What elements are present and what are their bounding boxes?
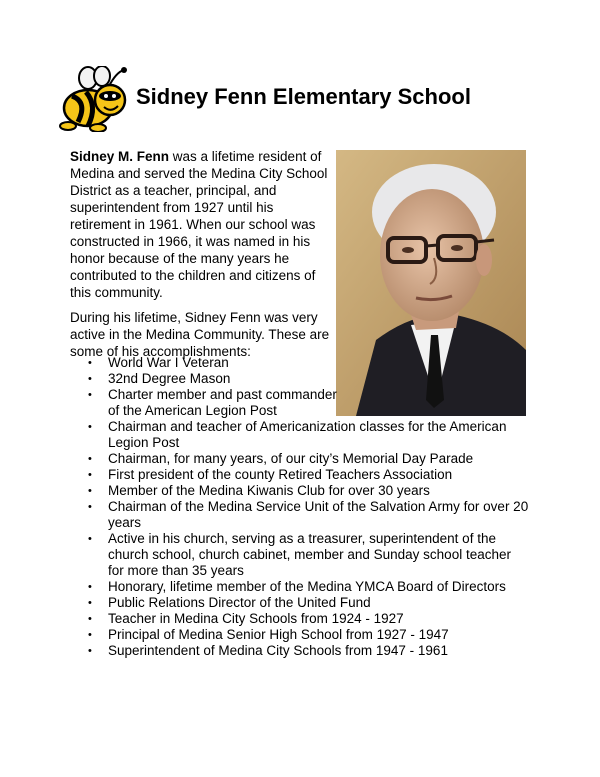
person-name: Sidney M. Fenn <box>70 149 170 164</box>
list-item: • Chairman of the Medina Service Unit of the Salvation Army for over 20 years <box>70 499 530 531</box>
list-item: • Member of the Medina Kiwanis Club for over 30 years <box>70 483 530 499</box>
list-item: • Public Relations Director of the United Fund <box>70 595 530 611</box>
list-item: • Principal of Medina Senior High School from 1927 - 1947 <box>70 627 530 643</box>
accomplishments-list <box>70 355 530 659</box>
list-item: • Teacher in Medina City Schools from 1924 - 1927 <box>70 611 530 627</box>
list-item: • 32nd Degree Mason <box>70 371 338 387</box>
list-item: • World War I Veteran <box>70 355 338 371</box>
list-item: • Charter member and past commander of the American Legion Post <box>70 387 338 419</box>
list-item: • Chairman and teacher of Americanization classes for the American Legion Post <box>70 419 530 451</box>
list-item: • First president of the county Retired Teachers Association <box>70 467 530 483</box>
bee-mascot-icon <box>58 66 130 132</box>
page-title: Sidney Fenn Elementary School <box>136 84 471 109</box>
list-item: • Honorary, lifetime member of the Medina YMCA Board of Directors <box>70 579 530 595</box>
list-item: • Active in his church, serving as a treasurer, superintendent of the church school, church cabinet, member and Sunday school teacher for more than 35 years <box>70 531 530 579</box>
intro-paragraph <box>70 148 332 301</box>
intro-text: was a lifetime resident of Medina and served the Medina City School District as a teacher, principal, and superintendent from 1927 until his retirement in 1961. When our school was constructed in 1966, it was named in his honor because of the many years he contributed to the children and citizens of this community. <box>70 149 328 300</box>
list-item: • Superintendent of Medina City Schools from 1947 - 1961 <box>70 643 530 659</box>
list-item: • Chairman, for many years, of our city’s Memorial Day Parade <box>70 451 530 467</box>
accomplishments-intro: During his lifetime, Sidney Fenn was very active in the Medina Community. These are some of his accomplishments: <box>70 310 330 359</box>
